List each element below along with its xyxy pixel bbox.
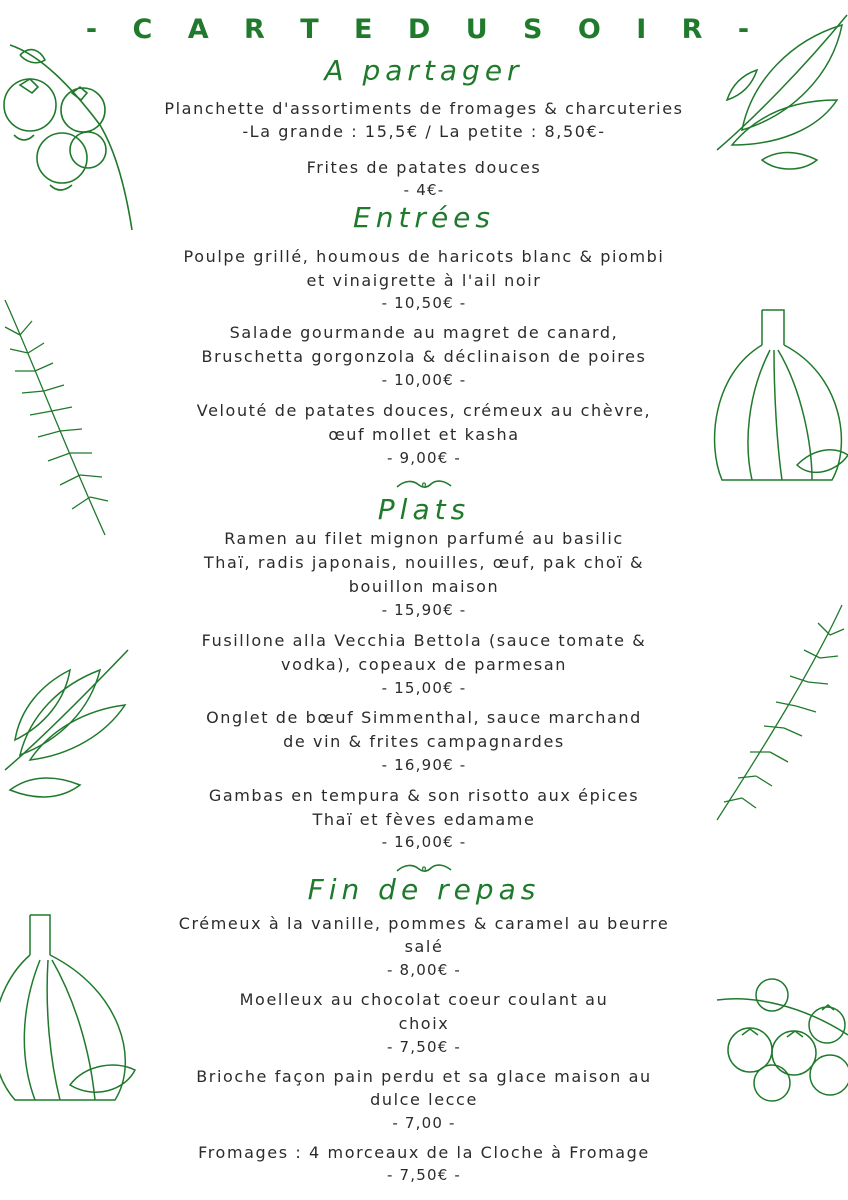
item-poulpe-line2: et vinaigrette à l'ail noir: [306, 271, 542, 290]
item-ramen-line3: bouillon maison: [348, 577, 500, 596]
item-onglet-price: - 16,90€ -: [381, 756, 467, 774]
section-heading-plats: Plats: [377, 493, 471, 526]
item-gambas-line2: Thaï et fèves edamame: [312, 810, 536, 829]
item-fusillone-price: - 15,00€ -: [381, 679, 467, 697]
item-veloute-price: - 9,00€ -: [386, 449, 462, 467]
garlic-illustration: [712, 305, 848, 490]
cherry-tomatoes-illustration: [712, 965, 848, 1105]
item-poulpe-price: - 10,50€ -: [381, 294, 467, 312]
item-cremeux-line1: Crémeux à la vanille, pommes & caramel au beurre: [178, 914, 670, 933]
item-cremeux-line2: salé: [404, 937, 444, 956]
item-fusillone-line2: vodka), copeaux de parmesan: [281, 655, 567, 674]
section-heading-partager: A partager: [324, 54, 524, 87]
item-fromages-line1: Fromages : 4 morceaux de la Cloche à Fromage: [198, 1143, 650, 1162]
item-moelleux-price: - 7,50€ -: [386, 1038, 462, 1056]
section-heading-entrees: Entrées: [353, 201, 495, 234]
item-fusillone-line1: Fusillone alla Vecchia Bettola (sauce tomate &: [201, 631, 647, 650]
item-ramen-line1: Ramen au filet mignon parfumé au basilic: [224, 529, 624, 548]
rosemary-sprig-illustration: [712, 600, 848, 825]
item-moelleux-line2: choix: [398, 1014, 450, 1033]
item-brioche-price: - 7,00 -: [392, 1114, 456, 1132]
item-frites-name: Frites de patates douces: [306, 158, 542, 177]
item-planchette-name: Planchette d'assortiments de fromages & charcuteries: [164, 99, 684, 118]
rosemary-illustration: [0, 295, 115, 540]
basil-leaves-illustration: [712, 10, 848, 175]
ornament-swirl: [395, 478, 453, 492]
item-ramen-price: - 15,90€ -: [381, 601, 467, 619]
item-moelleux-line1: Moelleux au chocolat coeur coulant au: [239, 990, 609, 1009]
item-planchette-prices: -La grande : 15,5€ / La petite : 8,50€-: [242, 122, 606, 141]
menu-title: - C A R T E D U S O I R -: [85, 14, 763, 45]
item-fromages-price: - 7,50€ -: [386, 1166, 462, 1184]
item-veloute-line2: œuf mollet et kasha: [328, 425, 520, 444]
item-cremeux-price: - 8,00€ -: [386, 961, 462, 979]
garlic-bulb-illustration: [0, 910, 140, 1110]
item-salade-line2: Bruschetta gorgonzola & déclinaison de poires: [201, 347, 647, 366]
section-heading-dessert: Fin de repas: [307, 873, 541, 906]
item-frites-price: - 4€-: [403, 181, 445, 199]
item-gambas-price: - 16,00€ -: [381, 833, 467, 851]
item-salade-line1: Salade gourmande au magret de canard,: [229, 323, 619, 342]
item-veloute-line1: Velouté de patates douces, crémeux au chèvre,: [196, 401, 652, 420]
item-ramen-line2: Thaï, radis japonais, nouilles, œuf, pak choï &: [203, 553, 645, 572]
item-onglet-line2: de vin & frites campagnardes: [283, 732, 565, 751]
item-salade-price: - 10,00€ -: [381, 371, 467, 389]
sage-leaves-illustration: [0, 640, 135, 800]
item-poulpe-line1: Poulpe grillé, houmous de haricots blanc & piombi: [183, 247, 665, 266]
tomato-vine-illustration: [0, 25, 140, 235]
item-brioche-line2: dulce lecce: [370, 1090, 478, 1109]
item-onglet-line1: Onglet de bœuf Simmenthal, sauce marchand: [206, 708, 642, 727]
item-brioche-line1: Brioche façon pain perdu et sa glace maison au: [196, 1067, 652, 1086]
item-gambas-line1: Gambas en tempura & son risotto aux épices: [208, 786, 640, 805]
